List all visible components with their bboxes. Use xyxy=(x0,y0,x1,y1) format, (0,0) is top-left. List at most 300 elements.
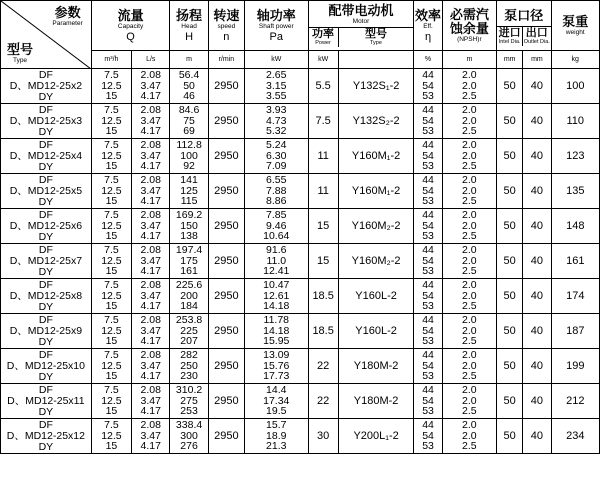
shaft-power-cell-value: 19.5 xyxy=(266,405,287,418)
npsh-cell-value: 2.5 xyxy=(462,90,477,103)
inlet-cell: 50 xyxy=(497,174,523,209)
motor-power-subheader xyxy=(309,28,339,47)
model-cell-value: DY xyxy=(38,370,54,383)
npsh-cell-value: 2.0 xyxy=(462,114,477,127)
spec-body xyxy=(1,69,600,454)
eff-cell-value: 54 xyxy=(422,254,434,267)
flow-m3h-cell-value: 12.5 xyxy=(101,254,122,267)
npsh-cell-value: 2.0 xyxy=(462,149,477,162)
head-cell-value: 92 xyxy=(183,160,195,173)
npsh-cell-value: 2.5 xyxy=(462,195,477,208)
unit-eff: % xyxy=(414,51,442,69)
eff-cell xyxy=(414,279,442,314)
eff-cell-value: 53 xyxy=(422,405,434,418)
outlet-cell: 40 xyxy=(523,419,551,454)
eff-sym: η xyxy=(424,30,432,43)
flow-ls-cell-value: 2.08 xyxy=(140,104,161,117)
motor-power-en: Power xyxy=(315,40,331,46)
npsh-cell-value: 2.0 xyxy=(462,244,477,257)
shaft-power-cell-value: 91.6 xyxy=(266,244,287,257)
flow-m3h-cell-value: 7.5 xyxy=(104,384,119,397)
port-subheaders xyxy=(497,27,550,46)
speed-header xyxy=(208,1,244,51)
shaft-power-cell-value: 7.09 xyxy=(266,160,287,173)
flow-m3h-cell xyxy=(91,139,131,174)
weight-cell: 212 xyxy=(551,384,599,419)
npsh-cell-value: 2.0 xyxy=(462,279,477,292)
outlet-cell: 40 xyxy=(523,174,551,209)
head-cell-value: 138 xyxy=(180,230,198,243)
npsh-cell-value: 2.0 xyxy=(462,184,477,197)
flow-m3h-cell-value: 15 xyxy=(105,300,118,313)
head-cell-value: 197.4 xyxy=(175,244,203,257)
eff-cell-value: 44 xyxy=(422,209,434,222)
flow-ls-cell-value: 4.17 xyxy=(140,440,161,453)
weight-cell: 100 xyxy=(551,69,599,104)
motor-power-cell: 7.5 xyxy=(308,104,338,139)
shaft-power-cell-value: 12.61 xyxy=(263,289,290,302)
npsh-cell-value: 2.0 xyxy=(462,324,477,337)
flow-ls-cell-value: 4.17 xyxy=(140,300,161,313)
table-row xyxy=(1,244,600,279)
eff-cell-value: 44 xyxy=(422,349,434,362)
head-cell xyxy=(170,244,208,279)
flow-m3h-cell-value: 12.5 xyxy=(101,394,122,407)
head-cell xyxy=(170,419,208,454)
head-header xyxy=(170,1,208,51)
flow-m3h-cell xyxy=(91,209,131,244)
npsh-cell-value: 2.0 xyxy=(462,209,477,222)
npsh-cell-value: 2.5 xyxy=(462,230,477,243)
model-cell xyxy=(1,419,92,454)
model-cell-value: DF xyxy=(38,313,53,326)
unit-shaft: kW xyxy=(245,51,309,69)
eff-cell-value: 54 xyxy=(422,359,434,372)
eff-cell-value: 54 xyxy=(422,429,434,442)
npsh-cell-value: 2.0 xyxy=(462,419,477,432)
head-cell-value: 56.4 xyxy=(178,69,200,82)
unit-motor-type xyxy=(338,51,414,69)
eff-cell-value: 53 xyxy=(422,335,434,348)
shaft-power-cell xyxy=(245,104,309,139)
type-label xyxy=(7,43,33,65)
outlet-cell: 40 xyxy=(523,69,551,104)
shaft-power-cell xyxy=(245,69,309,104)
motor-en: Motor xyxy=(352,18,370,25)
model-cell-value: DF xyxy=(38,173,53,186)
shaft-power-cell-value: 15.76 xyxy=(263,359,290,372)
param-en: Parameter xyxy=(52,20,83,27)
model-cell-value: D、MD12-25x5 xyxy=(9,184,83,197)
flow-ls-cell-value: 2.08 xyxy=(140,69,161,82)
eff-cell xyxy=(414,139,442,174)
npsh-cell xyxy=(442,244,496,279)
eff-cell-value: 54 xyxy=(422,394,434,407)
shaft-power-cell-value: 6.55 xyxy=(266,174,287,187)
model-cell-value: DY xyxy=(38,300,54,313)
head-cell xyxy=(170,314,208,349)
table-row xyxy=(1,314,600,349)
npsh-cell-value: 2.0 xyxy=(462,69,477,82)
motor-power-cell: 15 xyxy=(308,244,338,279)
flow-ls-cell-value: 3.47 xyxy=(140,359,161,372)
eff-cell xyxy=(414,314,442,349)
unit-weight: kg xyxy=(551,51,599,69)
eff-en: Eff. xyxy=(423,22,433,30)
eff-cell-value: 53 xyxy=(422,125,434,138)
npsh-cell-value: 2.0 xyxy=(462,394,477,407)
weight-cell: 148 xyxy=(551,209,599,244)
param-label xyxy=(52,6,82,28)
npsh-cell-value: 2.5 xyxy=(462,440,477,453)
flow-m3h-cell-value: 7.5 xyxy=(104,69,119,82)
outlet-en: Outlet Dia. xyxy=(523,38,550,45)
npsh-cell-value: 2.0 xyxy=(462,174,477,187)
head-cell-value: 141 xyxy=(180,174,198,187)
motor-power-cell: 18.5 xyxy=(308,279,338,314)
model-cell xyxy=(1,384,92,419)
eff-cell-value: 53 xyxy=(422,440,434,453)
head-cell xyxy=(170,104,208,139)
head-cell xyxy=(170,349,208,384)
npsh-cell-value: 2.0 xyxy=(462,384,477,397)
flow-m3h-cell-value: 15 xyxy=(105,405,118,418)
npsh-cell-value: 2.0 xyxy=(462,139,477,152)
flow-m3h-cell-value: 7.5 xyxy=(104,244,119,257)
shaft-power-cell xyxy=(245,244,309,279)
npsh-cell xyxy=(442,104,496,139)
head-cell xyxy=(170,209,208,244)
outlet-cell: 40 xyxy=(523,104,551,139)
head-cell xyxy=(170,139,208,174)
shaft-power-cell-value: 11.78 xyxy=(263,314,290,327)
flow-ls-cell-value: 4.17 xyxy=(140,335,161,348)
model-cell-value: DY xyxy=(38,335,54,348)
model-cell-value: DF xyxy=(38,68,53,81)
shaft-power-header xyxy=(245,1,309,51)
flow-ls-cell xyxy=(132,419,170,454)
head-cell-value: 84.6 xyxy=(178,104,200,117)
flow-m3h-cell-value: 15 xyxy=(105,195,118,208)
model-cell-value: DF xyxy=(38,348,53,361)
flow-ls-cell-value: 2.08 xyxy=(140,209,161,222)
flow-ls-cell-value: 4.17 xyxy=(140,160,161,173)
head-cell-value: 225.6 xyxy=(175,279,203,292)
shaft-power-cell-value: 11.0 xyxy=(266,254,287,267)
flow-ls-cell xyxy=(132,384,170,419)
flow-ls-cell-value: 2.08 xyxy=(140,279,161,292)
weight-cell: 123 xyxy=(551,139,599,174)
head-cell-value: 300 xyxy=(180,429,198,442)
model-cell-value: D、MD12-25x12 xyxy=(6,429,85,442)
speed-cell: 2950 xyxy=(208,384,244,419)
model-cell-value: DY xyxy=(38,160,54,173)
motor-power-cell: 18.5 xyxy=(308,314,338,349)
inlet-cell: 50 xyxy=(497,209,523,244)
flow-m3h-cell-value: 15 xyxy=(105,90,118,103)
shaft-power-cell-value: 9.46 xyxy=(266,219,287,232)
npsh-cell-value: 2.5 xyxy=(462,160,477,173)
flow-ls-cell-value: 4.17 xyxy=(140,265,161,278)
table-row xyxy=(1,419,600,454)
npsh-cell xyxy=(442,279,496,314)
shaft-power-cell-value: 14.18 xyxy=(263,300,290,313)
flow-ls-cell-value: 2.08 xyxy=(140,419,161,432)
inlet-cell: 50 xyxy=(497,279,523,314)
flow-ls-cell-value: 4.17 xyxy=(140,405,161,418)
motor-type-cell: Y132S₁-2 xyxy=(338,69,414,104)
table-row xyxy=(1,174,600,209)
flow-ls-cell xyxy=(132,279,170,314)
param-type-header xyxy=(1,1,92,69)
flow-ls-cell-value: 2.08 xyxy=(140,139,161,152)
model-cell-value: D、MD12-25x7 xyxy=(9,254,83,267)
flow-ls-cell-value: 3.47 xyxy=(140,394,161,407)
model-cell xyxy=(1,349,92,384)
eff-cell-value: 53 xyxy=(422,370,434,383)
flow-en: Capacity xyxy=(117,22,144,30)
inlet-subheader xyxy=(497,27,523,46)
npsh-cell xyxy=(442,314,496,349)
head-cell-value: 250 xyxy=(180,359,198,372)
outlet-subheader xyxy=(523,27,550,46)
shaft-power-cell-value: 5.32 xyxy=(266,125,287,138)
model-cell-value: DF xyxy=(38,418,53,431)
model-cell-value: D、MD12-25x3 xyxy=(9,114,83,127)
flow-m3h-cell-value: 12.5 xyxy=(101,184,122,197)
motor-power-cell: 22 xyxy=(308,349,338,384)
head-cell-value: 225 xyxy=(180,324,198,337)
head-cell-value: 161 xyxy=(180,265,198,278)
head-cell-value: 207 xyxy=(180,335,198,348)
outlet-cell: 40 xyxy=(523,314,551,349)
flow-ls-cell-value: 2.08 xyxy=(140,314,161,327)
eff-cell xyxy=(414,244,442,279)
head-sym: H xyxy=(185,30,194,43)
outlet-cell: 40 xyxy=(523,349,551,384)
table-row xyxy=(1,384,600,419)
model-cell-value: DY xyxy=(38,265,54,278)
npsh-cell-value: 2.0 xyxy=(462,219,477,232)
shaft-power-cell-value: 12.41 xyxy=(263,265,290,278)
model-cell xyxy=(1,104,92,139)
flow-ls-cell-value: 4.17 xyxy=(140,230,161,243)
eff-cell-value: 44 xyxy=(422,419,434,432)
head-cell xyxy=(170,69,208,104)
outlet-cell: 40 xyxy=(523,279,551,314)
model-cell-value: D、MD12-25x4 xyxy=(9,149,83,162)
flow-m3h-cell-value: 15 xyxy=(105,440,118,453)
flow-m3h-cell-value: 12.5 xyxy=(101,429,122,442)
flow-m3h-cell-value: 7.5 xyxy=(104,209,119,222)
flow-ls-cell-value: 2.08 xyxy=(140,244,161,257)
type-en: Type xyxy=(12,57,28,64)
weight-header xyxy=(551,1,599,51)
shaft-power-cell xyxy=(245,209,309,244)
model-cell-value: DF xyxy=(38,208,53,221)
head-cell-value: 115 xyxy=(180,195,198,208)
flow-ls-cell-value: 3.47 xyxy=(140,114,161,127)
shaft-sym: Pa xyxy=(269,30,283,43)
unit-flow-m3h: m³/h xyxy=(91,51,131,69)
flow-ls-cell-value: 4.17 xyxy=(140,195,161,208)
flow-m3h-cell-value: 12.5 xyxy=(101,79,122,92)
motor-type-cn: 型号 xyxy=(364,28,387,40)
speed-cn: 转速 xyxy=(213,7,240,23)
inlet-cell: 50 xyxy=(497,104,523,139)
head-cell-value: 125 xyxy=(180,184,198,197)
model-cell-value: DY xyxy=(38,125,54,138)
eff-cell-value: 44 xyxy=(422,314,434,327)
model-cell xyxy=(1,174,92,209)
flow-ls-cell-value: 2.08 xyxy=(140,174,161,187)
shaft-power-cell-value: 10.47 xyxy=(263,279,290,292)
motor-type-cell: Y200L₁-2 xyxy=(338,419,414,454)
unit-outlet: mm xyxy=(523,51,551,69)
shaft-power-cell-value: 5.24 xyxy=(266,139,287,152)
shaft-power-cell xyxy=(245,419,309,454)
flow-m3h-cell-value: 12.5 xyxy=(101,289,122,302)
port-header xyxy=(497,1,551,51)
inlet-cell: 50 xyxy=(497,314,523,349)
head-cell-value: 175 xyxy=(180,254,198,267)
flow-ls-cell-value: 2.08 xyxy=(140,349,161,362)
flow-m3h-cell-value: 12.5 xyxy=(101,149,122,162)
head-cell-value: 253.8 xyxy=(175,314,203,327)
speed-cell: 2950 xyxy=(208,209,244,244)
model-cell-value: DF xyxy=(38,138,53,151)
head-en: Head xyxy=(181,22,197,30)
head-cell-value: 184 xyxy=(180,300,198,313)
flow-m3h-cell xyxy=(91,279,131,314)
flow-m3h-cell-value: 12.5 xyxy=(101,114,122,127)
model-cell xyxy=(1,244,92,279)
outlet-cell: 40 xyxy=(523,209,551,244)
shaft-power-cell xyxy=(245,384,309,419)
model-cell-value: DY xyxy=(38,90,54,103)
eff-cell xyxy=(414,209,442,244)
shaft-power-cell-value: 3.15 xyxy=(266,79,287,92)
eff-cell xyxy=(414,349,442,384)
eff-cell-value: 54 xyxy=(422,149,434,162)
flow-m3h-cell xyxy=(91,349,131,384)
weight-cell: 110 xyxy=(551,104,599,139)
inlet-cell: 50 xyxy=(497,349,523,384)
table-row xyxy=(1,279,600,314)
head-cell xyxy=(170,279,208,314)
eff-cell-value: 44 xyxy=(422,279,434,292)
eff-cell-value: 54 xyxy=(422,289,434,302)
npsh-cell-value: 2.5 xyxy=(462,265,477,278)
head-cell-value: 310.2 xyxy=(175,384,203,397)
weight-cell: 187 xyxy=(551,314,599,349)
shaft-power-cell-value: 17.73 xyxy=(263,370,290,383)
shaft-power-cell xyxy=(245,314,309,349)
motor-power-cell: 22 xyxy=(308,384,338,419)
npsh-cell-value: 2.0 xyxy=(462,254,477,267)
speed-en: speed xyxy=(217,22,236,30)
head-cell-value: 169.2 xyxy=(175,209,203,222)
eff-cn: 效率 xyxy=(415,7,442,23)
flow-m3h-cell-value: 15 xyxy=(105,125,118,138)
motor-subheaders xyxy=(309,28,414,47)
head-cell-value: 282 xyxy=(180,349,198,362)
eff-cell-value: 53 xyxy=(422,230,434,243)
head-cell-value: 230 xyxy=(180,370,198,383)
shaft-power-cell xyxy=(245,349,309,384)
shaft-power-cell-value: 4.73 xyxy=(266,114,287,127)
flow-ls-cell xyxy=(132,104,170,139)
motor-type-cell: Y160L-2 xyxy=(338,314,414,349)
model-cell-value: D、MD12-25x11 xyxy=(7,394,85,407)
model-cell-value: DF xyxy=(38,278,53,291)
shaft-cn: 轴功率 xyxy=(256,7,296,23)
inlet-en: Intel Dia. xyxy=(498,38,521,45)
unit-speed: r/min xyxy=(208,51,244,69)
npsh-cn-2: 蚀余量 xyxy=(449,20,489,36)
eff-cell-value: 53 xyxy=(422,265,434,278)
flow-m3h-cell-value: 7.5 xyxy=(104,174,119,187)
motor-type-cell: Y160M₁-2 xyxy=(338,174,414,209)
outlet-cell: 40 xyxy=(523,384,551,419)
flow-header xyxy=(91,1,170,51)
model-cell-value: D、MD12-25x9 xyxy=(9,324,83,337)
head-cell-value: 275 xyxy=(180,394,198,407)
motor-power-cell: 11 xyxy=(308,139,338,174)
eff-header xyxy=(414,1,442,51)
npsh-cell xyxy=(442,419,496,454)
eff-cell-value: 53 xyxy=(422,160,434,173)
flow-ls-cell xyxy=(132,314,170,349)
flow-m3h-cell-value: 12.5 xyxy=(101,359,122,372)
model-cell xyxy=(1,69,92,104)
head-cell-value: 46 xyxy=(183,90,195,103)
eff-cell-value: 54 xyxy=(422,114,434,127)
motor-power-cell: 15 xyxy=(308,209,338,244)
eff-cell-value: 44 xyxy=(422,244,434,257)
flow-m3h-cell xyxy=(91,384,131,419)
shaft-power-cell-value: 2.65 xyxy=(266,69,287,82)
port-title xyxy=(497,6,551,27)
motor-header xyxy=(308,1,414,51)
flow-ls-cell xyxy=(132,174,170,209)
motor-cn: 配带电动机 xyxy=(328,3,394,18)
eff-cell-value: 44 xyxy=(422,104,434,117)
eff-cell xyxy=(414,384,442,419)
table-row xyxy=(1,349,600,384)
flow-ls-cell-value: 4.17 xyxy=(140,370,161,383)
speed-cell: 2950 xyxy=(208,314,244,349)
npsh-cell-value: 2.0 xyxy=(462,349,477,362)
flow-m3h-cell-value: 12.5 xyxy=(101,324,122,337)
npsh-cell xyxy=(442,139,496,174)
shaft-power-cell xyxy=(245,139,309,174)
eff-cell-value: 53 xyxy=(422,195,434,208)
eff-cell-value: 53 xyxy=(422,90,434,103)
motor-type-cell: Y180M-2 xyxy=(338,349,414,384)
outlet-cell: 40 xyxy=(523,139,551,174)
shaft-power-cell-value: 3.93 xyxy=(266,104,287,117)
npsh-cell-value: 2.5 xyxy=(462,125,477,138)
npsh-cell-value: 2.0 xyxy=(462,79,477,92)
unit-head: m xyxy=(170,51,208,69)
eff-cell-value: 54 xyxy=(422,324,434,337)
speed-cell: 2950 xyxy=(208,69,244,104)
unit-power: kW xyxy=(308,51,338,69)
flow-m3h-cell-value: 7.5 xyxy=(104,419,119,432)
npsh-en: (NPSH)r xyxy=(457,35,482,43)
shaft-power-cell-value: 21.3 xyxy=(266,440,287,453)
